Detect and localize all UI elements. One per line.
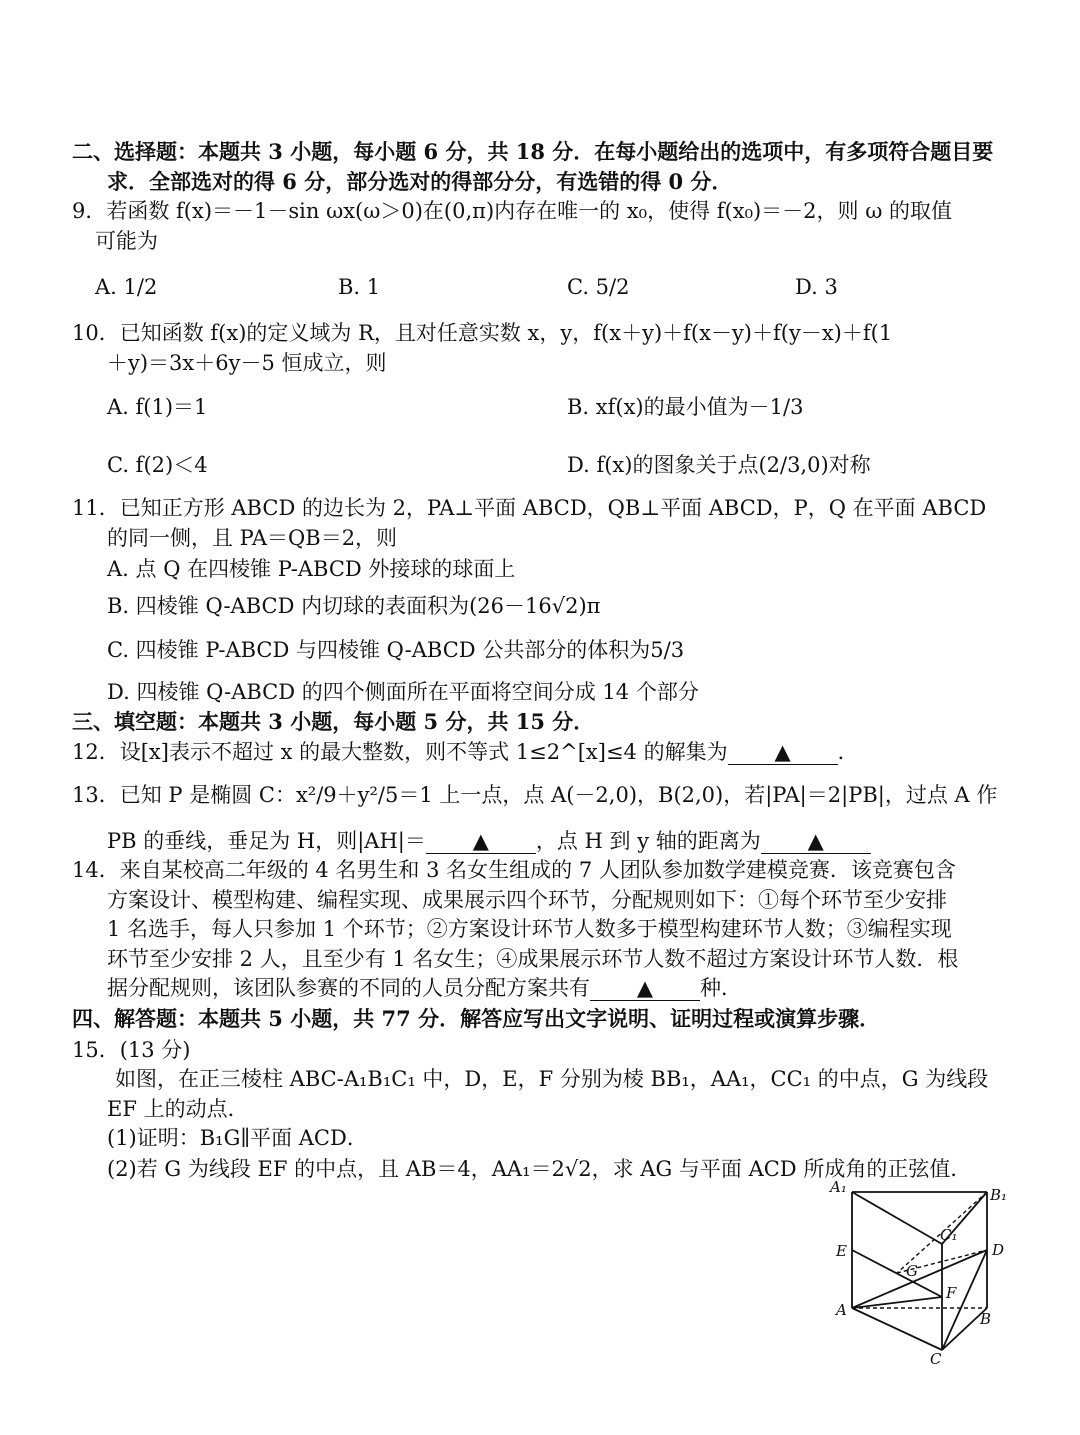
- q15-stem-cont: EF 上的动点．: [107, 1097, 249, 1121]
- q9-option-c: C. 5/2: [567, 275, 630, 299]
- q14-text-b: 种．: [700, 976, 742, 1000]
- q15-part-2: (2)若 G 为线段 EF 的中点，且 AB＝4，AA₁＝2√2，求 AG 与平面 ACD 所成角的正弦值．: [107, 1157, 972, 1181]
- label-c1: C₁: [940, 1226, 958, 1244]
- q11-option-d: D. 四棱锥 Q-ABCD 的四个侧面所在平面将空间分成 14 个部分: [107, 680, 699, 704]
- blank-triangle-icon: ▲: [636, 976, 654, 1000]
- q10-option-d: D. f(x)的图象关于点(2/3,0)对称: [567, 453, 871, 477]
- section-2-heading: 二、选择题：本题共 3 小题，每小题 6 分，共 18 分．在每小题给出的选项中，有多项符合题目要: [72, 139, 994, 164]
- q13-text-a: PB 的垂线，垂足为 H，则|AH|＝: [107, 829, 426, 853]
- section-4-heading: 四、解答题：本题共 5 小题，共 77 分．解答应写出文字说明、证明过程或演算步骤．: [72, 1006, 881, 1031]
- q11-stem: 11．已知正方形 ABCD 的边长为 2，PA⊥平面 ABCD，QB⊥平面 ABCD，P，Q 在平面 ABCD: [72, 496, 987, 520]
- section-3-heading: 三、填空题：本题共 3 小题，每小题 5 分，共 15 分．: [72, 709, 595, 734]
- q12-end: ．: [837, 740, 859, 764]
- q9-stem: 9．若函数 f(x)＝－1－sin ωx(ω＞0)在(0,π)内存在唯一的 x₀，使得 f(x₀)＝－2，则 ω 的取值: [72, 199, 953, 223]
- q11-option-a: A. 点 Q 在四棱锥 P-ABCD 外接球的球面上: [107, 557, 516, 581]
- q10-option-c: C. f(2)＜4: [107, 453, 208, 477]
- edge-a1c1: [852, 1192, 942, 1244]
- q15-part-1: (1)证明：B₁G∥平面 ACD．: [107, 1126, 368, 1150]
- blank-triangle-icon: ▲: [774, 740, 791, 764]
- q13-stem: 13．已知 P 是椭圆 C：x²/9＋y²/5＝1 上一点，点 A(－2,0)，B(2,0)，若|PA|＝2|PB|，过点 A 作: [72, 783, 998, 807]
- blank-triangle-icon: ▲: [472, 829, 489, 853]
- q9-option-d: D. 3: [795, 275, 838, 299]
- label-a1: A₁: [830, 1180, 847, 1196]
- q11-option-b: B. 四棱锥 Q-ABCD 内切球的表面积为(26－16√2)π: [107, 594, 601, 618]
- segment-ef: [852, 1250, 942, 1297]
- label-b1: B₁: [990, 1186, 1008, 1204]
- q13-text-b: ，点 H 到 y 轴的距离为: [535, 829, 761, 853]
- q15-stem: 如图，在正三棱柱 ABC-A₁B₁C₁ 中，D，E，F 分别为棱 BB₁，AA₁，CC₁ 的中点，G 为线段: [115, 1067, 989, 1091]
- edge-ac: [852, 1308, 942, 1350]
- q11-stem-cont: 的同一侧，且 PA＝QB＝2，则: [107, 526, 398, 550]
- q9-option-b: B. 1: [338, 275, 381, 299]
- q11-option-c: C. 四棱锥 P-ABCD 与四棱锥 Q-ABCD 公共部分的体积为5/3: [107, 638, 685, 662]
- label-f: F: [946, 1284, 957, 1302]
- label-d: D: [992, 1241, 1005, 1259]
- q14-stem-3: 1 名选手，每人只参加 1 个环节；②方案设计环节人数多于模型构建环节人数；③编程实现: [107, 917, 952, 941]
- section-2-heading-cont: 求．全部选对的得 6 分，部分选对的得部分分，有选错的得 0 分．: [107, 169, 733, 194]
- q14-stem-4: 环节至少安排 2 人，且至少有 1 名女生；④成果展示环节人数不超过方案设计环节人数．根: [107, 947, 959, 971]
- label-g: G: [906, 1262, 918, 1280]
- q10-option-a: A. f(1)＝1: [107, 395, 208, 419]
- q13-stem-cont: [107, 826, 871, 856]
- q12-text: 12．设[x]表示不超过 x 的最大整数，则不等式 1≤2^[x]≤4 的解集为: [72, 740, 728, 764]
- label-b: B: [980, 1310, 992, 1328]
- q12-stem: [72, 737, 859, 767]
- q15-head: 15．(13 分): [72, 1038, 191, 1062]
- q10-stem: 10．已知函数 f(x)的定义域为 R，且对任意实数 x，y，f(x＋y)＋f(x－y)＋f(y－x)＋f(1: [72, 321, 893, 345]
- label-e: E: [836, 1242, 847, 1260]
- q12-answer-blank[interactable]: [728, 740, 838, 765]
- q9-option-a: A. 1/2: [95, 275, 158, 299]
- q10-stem-cont: ＋y)＝3x＋6y－5 恒成立，则: [107, 351, 387, 375]
- q9-stem-cont: 可能为: [95, 229, 158, 253]
- blank-triangle-icon: ▲: [807, 829, 824, 853]
- label-c: C: [930, 1350, 942, 1365]
- q13-answer-blank-2[interactable]: [761, 829, 871, 854]
- q13-answer-blank-1[interactable]: [426, 829, 536, 854]
- label-a: A: [836, 1301, 847, 1319]
- q10-option-b: B. xf(x)的最小值为－1/3: [567, 395, 804, 419]
- q14-text-a: 据分配规则，该团队参赛的不同的人员分配方案共有: [107, 976, 590, 1000]
- prism-figure: [820, 1180, 1020, 1365]
- q14-stem-5: [107, 973, 742, 1003]
- q14-answer-blank[interactable]: [590, 976, 700, 1001]
- q14-stem-2: 方案设计、模型构建、编程实现、成果展示四个环节，分配规则如下：①每个环节至少安排: [107, 888, 947, 912]
- q14-stem: 14．来自某校高二年级的 4 名男生和 3 名女生组成的 7 人团队参加数学建模竞赛．该竞赛包含: [72, 858, 956, 882]
